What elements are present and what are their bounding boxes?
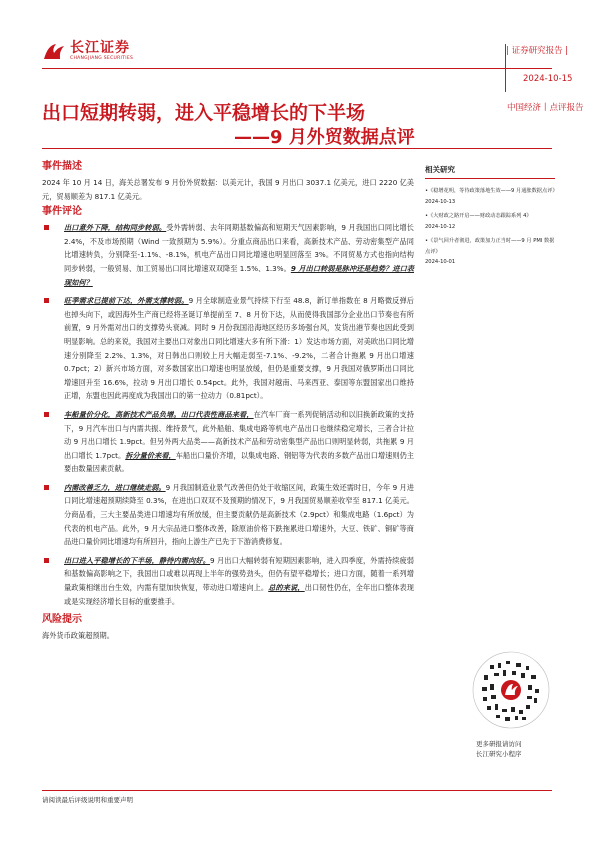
main-content xyxy=(42,160,414,645)
page-subtitle: ——9 月外贸数据点评 xyxy=(234,127,415,148)
section-heading-comment: 事件评论 xyxy=(42,206,82,218)
bullet-text: 9 月出口大幅转弱有短期因素影响，进入四季度，外需持续疲弱和基数偏高影响之下，我国出口或难以再现上半年的强势劲头，但仍有望平稳增长；进口方面，随着一系列增量政策相继出台生效，内需有望加快恢复，带动进口增速向上。 xyxy=(64,555,414,593)
report-type-box xyxy=(506,45,568,57)
risk-text: 海外货币政策超预期。 xyxy=(42,631,114,641)
logo-mark-icon xyxy=(42,41,66,61)
comment-bullet xyxy=(42,221,414,289)
bullet-text: 9 月我国制造业景气改善但仍处于收缩区间，政策生效还需时日，今年 9 月进口同比增速超预期续降至 0.3%，在进出口双双不及预期的情况下，9 月我国贸易顺差收窄至 817.1 亿美元。分商品看，三大主要品类进口增速均有所放缓，但主要贡献仍是高新技术（2.9pct）和集成电路（1.6pct）为代表的机电产品。此外，9 月大宗品进口整体改善，除原油价格下跌拖累进口增速外，大豆、铁矿、铜矿等商品进口量价同比增速均有所回升，指向上游生产已先于下游消费修复。 xyxy=(64,482,414,547)
section-heading-risk: 风险提示 xyxy=(42,614,82,626)
related-title: •《景气回升者彻进，政策加力正当时——9 月 PMI 数据点评》 xyxy=(425,238,555,255)
qr-caption xyxy=(476,740,522,759)
bullet-lead: 出口进入平稳增长的下半场，静待内需向好。 xyxy=(64,555,211,565)
related-item[interactable] xyxy=(425,186,558,207)
bullet-after: 车船出口量价齐增，以集成电路、钢铝等为代表的多数产品出口增速则仍主要由数量因素贡献。 xyxy=(64,450,414,474)
bullet-tail: 总的来说， xyxy=(268,583,305,593)
bullet-text: 受外需转弱、去年同期基数偏高和短期天气因素影响，9 月我国出口同比增长 2.4%，不及市场预期（Wind 一致预期为 5.9%）。分重点商品出口来看，高新技术产品、劳动密集型产品同比增速转负，分别降至-1.1%、-8.1%，机电产品出口同比增速也明显回落至 3%。不同贸易方式也指向结构同步转弱，一般贸易、加工贸易出口同比增速双双降至 1.5%、1.3%。 xyxy=(64,223,414,273)
company-logo xyxy=(42,41,133,61)
report-date: 2024-10-15 xyxy=(523,74,573,84)
disclaimer-text[interactable]: 请阅读最后评级说明和重要声明 xyxy=(42,796,133,804)
report-type: | 证券研究报告 | xyxy=(506,46,569,56)
bullet-after: 出口韧性仍在，全年出口整体表现或是实现经济增长目标的重要推手。 xyxy=(64,583,414,606)
qr-code-icon[interactable] xyxy=(472,651,550,729)
comment-bullet xyxy=(42,554,414,608)
bullet-lead: 车船量价分化，高新技术产品负增。出口代表性商品来看， xyxy=(64,409,254,419)
section-heading-event: 事件描述 xyxy=(42,161,82,172)
related-research xyxy=(425,164,558,272)
related-date: 2024-10-13 xyxy=(425,198,456,205)
bullet-lead: 内需改善乏力，进口继续走弱。 xyxy=(64,482,166,492)
logo-en-text: CHANGJIANG SECURITIES xyxy=(70,56,134,61)
related-title: •《大财政之路开启——财政动态跟踪系列 4》 xyxy=(425,213,532,219)
related-title: •《稳增花明，等待政策落地生效——9 月通胀数据点评》 xyxy=(425,188,558,194)
bullet-lead: 旺季需求已提前下达，外需支撑转弱。 xyxy=(64,296,189,306)
comment-bullet xyxy=(42,408,414,476)
page-title: 出口短期转弱，进入平稳增长的下半场 xyxy=(42,102,366,124)
footer-rule xyxy=(42,790,552,791)
comment-bullet xyxy=(42,481,414,549)
bullet-tail: 拆分量价来看， xyxy=(125,450,176,460)
related-date: 2024-10-12 xyxy=(425,223,456,230)
bullet-text: 9 月全球制造业景气持续下行至 48.8，新订单指数在 8 月略微反弹后也掉头向下，或因海外生产商已经将圣诞订单提前至 7、8 月份下达，从而使得我国部分企业出口节奏也有所前置，9 月外需对出口的支撑势头衰减。同时 9 月份我国沿海地区经历多场强台风，发货出港节奏也因此受到明显影响。总的来说，我国对主要出口对象出口同比增速大多有所下滑：1）发达市场方面，对美欧出口同比增速分别降至 2.2%、1.3%，对日韩出口则较上月大幅走弱至-7.1%、-9.2%，二者合计拖累 9 月出口增速 0.7pct；2）新兴市场方面，对多数国家出口增速也明显放缓，但仍是重要支撑，9 月我国对俄罗斯出口同比增速回升至 16.6%，拉动 9 月出口增长 0.54pct。此外，我国对越南、马来西亚、泰国等东盟国家出口维持正增，东盟也因此再度成为我国出口的第一拉动力（0.81pct）。 xyxy=(64,296,414,401)
header-rule xyxy=(42,68,552,69)
comment-bullet xyxy=(42,294,414,403)
bullet-tail: 9 月出口转弱是脉冲还是趋势？进口表现如何？ xyxy=(64,263,414,287)
logo-text: 长江证券 xyxy=(70,40,130,56)
title-rule xyxy=(42,148,552,149)
report-category: 中国经济丨点评报告 xyxy=(507,103,584,113)
related-heading: 相关研究 xyxy=(425,164,555,179)
qr-caption-line: 更多研报请访问 xyxy=(476,740,522,748)
bullet-lead: 出口意外下降，结构同步转弱。 xyxy=(64,223,167,233)
event-text: 2024 年 10 月 14 日，海关总署发布 9 月份外贸数据：以美元计，我国 9 月出口 3037.1 亿美元，进口 2220 亿美元，贸易顺差为 817.1 亿美元。 xyxy=(42,178,414,201)
related-item[interactable] xyxy=(425,211,555,232)
qr-caption-line: 长江研究小程序 xyxy=(476,749,522,758)
related-item[interactable] xyxy=(425,236,555,268)
related-date: 2024-10-01 xyxy=(425,259,456,265)
bullet-text: 在汽车厂商一系列促销活动和以旧换新政策的支持下，9 月汽车出口与内需共振、维持景气，此外船舶、集成电路等机电产品出口也继续稳定增长，三者合计拉动 9 月出口增长 1.9pct。但另外两大品类——高新技术产品和劳动密集型产品出口则明显转弱，共拖累 9 月出口增长 1.7pct。 xyxy=(64,409,414,460)
